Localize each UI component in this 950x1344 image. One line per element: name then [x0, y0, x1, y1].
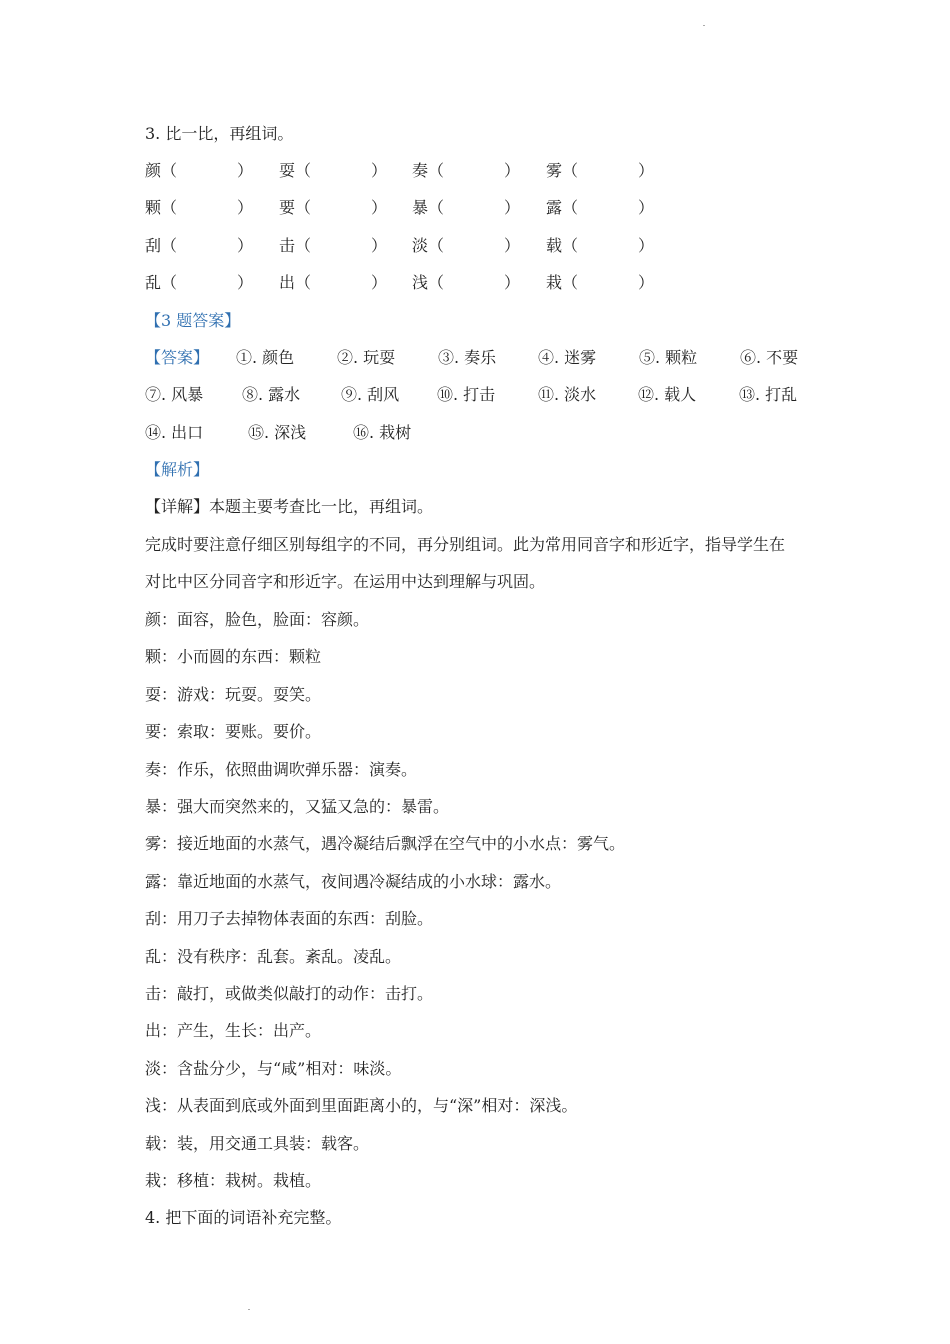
q3-title: 3. 比一比，再组词。: [145, 124, 294, 143]
grid-char: 栽: [546, 273, 563, 292]
grid-cell: [145, 236, 260, 256]
explanation-line: 淡：含盐分少，与“咸”相对：味淡。: [145, 1058, 402, 1078]
answer-item: ⑦. 风暴: [145, 385, 204, 404]
grid-cell: [279, 236, 394, 256]
answer-item: ⑩. 打击: [437, 385, 496, 404]
close-paren: ）: [638, 161, 655, 180]
explanation-line: 载：装，用交通工具装：载客。: [145, 1133, 370, 1153]
grid-cell: [412, 273, 527, 293]
close-paren: ）: [638, 236, 655, 255]
grid-char: 击: [279, 236, 296, 255]
explanation-line: 栽：移植：栽树。栽植。: [145, 1171, 322, 1190]
answer-item: ⑬. 打乱: [739, 385, 798, 404]
explanation-line: 刮：用刀子去掉物体表面的东西：刮脸。: [145, 909, 434, 929]
grid-char: 浅: [412, 273, 429, 292]
explanation-line: 颜：面容，脸色，脸面：容颜。: [145, 610, 370, 629]
open-paren: （: [562, 198, 579, 217]
grid-char: 淡: [412, 236, 429, 255]
open-paren: （: [161, 161, 178, 180]
explanation-line: 击：敲打，或做类似敲打的动作：击打。: [145, 984, 434, 1003]
open-paren: （: [161, 236, 178, 255]
answer-item: ⑭. 出口: [145, 423, 204, 442]
close-paren: ）: [638, 273, 655, 292]
grid-cell: [145, 198, 260, 218]
grid-char: 暴: [412, 198, 429, 217]
page-mark-bottom: [248, 1309, 250, 1310]
analysis-heading: 【解析】: [145, 460, 210, 479]
answer-item: ⑥. 不要: [740, 348, 799, 367]
close-paren: ）: [638, 198, 655, 217]
grid-cell: [546, 161, 661, 181]
grid-char: 要: [279, 198, 296, 217]
grid-cell: [279, 273, 394, 293]
grid-cell: [546, 236, 661, 256]
open-paren: （: [428, 273, 445, 292]
grid-cell: [412, 161, 527, 181]
grid-cell: [546, 198, 661, 218]
open-paren: （: [161, 198, 178, 217]
explanation-line: 要：索取：要账。要价。: [145, 722, 322, 742]
close-paren: ）: [504, 236, 521, 255]
close-paren: ）: [371, 198, 388, 217]
answer-heading: 【3 题答案】: [145, 311, 241, 330]
open-paren: （: [295, 198, 312, 217]
grid-char: 奏: [412, 161, 429, 180]
grid-char: 雾: [546, 161, 563, 180]
answer-item: ⑫. 载人: [638, 385, 697, 404]
grid-cell: [412, 236, 527, 256]
grid-cell: [145, 273, 260, 293]
answer-item: ⑤. 颗粒: [639, 348, 698, 367]
open-paren: （: [161, 273, 178, 292]
grid-char: 耍: [279, 161, 296, 180]
explanation-line: 颗：小而圆的东西：颗粒: [145, 647, 322, 667]
answer-item: ④. 迷雾: [538, 348, 597, 367]
open-paren: （: [428, 236, 445, 255]
answer-item: ⑧. 露水: [242, 385, 301, 404]
close-paren: ）: [371, 273, 388, 292]
answer-item: ①. 颜色: [236, 348, 295, 367]
grid-char: 乱: [145, 273, 162, 292]
close-paren: ）: [504, 198, 521, 217]
explanation-line: 雾：接近地面的水蒸气，遇冷凝结后飘浮在空气中的小水点：雾气。: [145, 834, 626, 854]
close-paren: ）: [504, 273, 521, 292]
paragraph-line-2: 对比中区分同音字和形近字。在运用中达到理解与巩固。: [145, 572, 546, 591]
page-mark-top: [703, 25, 705, 26]
grid-cell: [279, 198, 394, 218]
close-paren: ）: [237, 198, 254, 217]
answer-label: 【答案】: [145, 348, 210, 367]
explanation-line: 露：靠近地面的水蒸气，夜间遇冷凝结成的小水球：露水。: [145, 871, 562, 891]
answer-item: ③. 奏乐: [438, 348, 497, 367]
grid-char: 颜: [145, 161, 162, 180]
explanation-line: 乱：没有秩序：乱套。紊乱。凌乱。: [145, 946, 402, 966]
explanation-line: 奏：作乐，依照曲调吹弹乐器：演奏。: [145, 759, 418, 779]
detail-line: 【详解】本题主要考查比一比，再组词。: [145, 497, 434, 516]
grid-char: 刮: [145, 236, 162, 255]
close-paren: ）: [504, 161, 521, 180]
open-paren: （: [562, 161, 579, 180]
open-paren: （: [428, 161, 445, 180]
q4-title: 4. 把下面的词语补充完整。: [145, 1208, 342, 1227]
explanation-line: 耍：游戏：玩耍。耍笑。: [145, 684, 322, 704]
answer-item: ⑯. 栽树: [353, 423, 412, 442]
grid-char: 出: [279, 273, 296, 292]
grid-char: 露: [546, 198, 563, 217]
close-paren: ）: [237, 161, 254, 180]
grid-cell: [412, 198, 527, 218]
explanation-line: 浅：从表面到底或外面到里面距离小的，与“深”相对：深浅。: [145, 1096, 578, 1116]
grid-cell: [145, 161, 260, 181]
close-paren: ）: [371, 161, 388, 180]
open-paren: （: [295, 236, 312, 255]
open-paren: （: [562, 236, 579, 255]
open-paren: （: [562, 273, 579, 292]
open-paren: （: [295, 161, 312, 180]
open-paren: （: [428, 198, 445, 217]
grid-cell: [546, 273, 661, 293]
paragraph-line-1: 完成时要注意仔细区别每组字的不同，再分别组词。此为常用同音字和形近字，指导学生在: [145, 535, 786, 554]
open-paren: （: [295, 273, 312, 292]
grid-cell: [279, 161, 394, 181]
grid-char: 颗: [145, 198, 162, 217]
answer-item: ⑪. 淡水: [538, 385, 597, 404]
answer-item: ⑨. 刮风: [341, 385, 400, 404]
close-paren: ）: [237, 236, 254, 255]
grid-char: 载: [546, 236, 563, 255]
explanation-line: 暴：强大而突然来的，又猛又急的：暴雷。: [145, 797, 450, 816]
answer-item: ②. 玩耍: [337, 348, 396, 367]
close-paren: ）: [237, 273, 254, 292]
close-paren: ）: [371, 236, 388, 255]
explanation-line: 出：产生，生长：出产。: [145, 1021, 322, 1041]
answer-item: ⑮. 深浅: [248, 423, 307, 442]
